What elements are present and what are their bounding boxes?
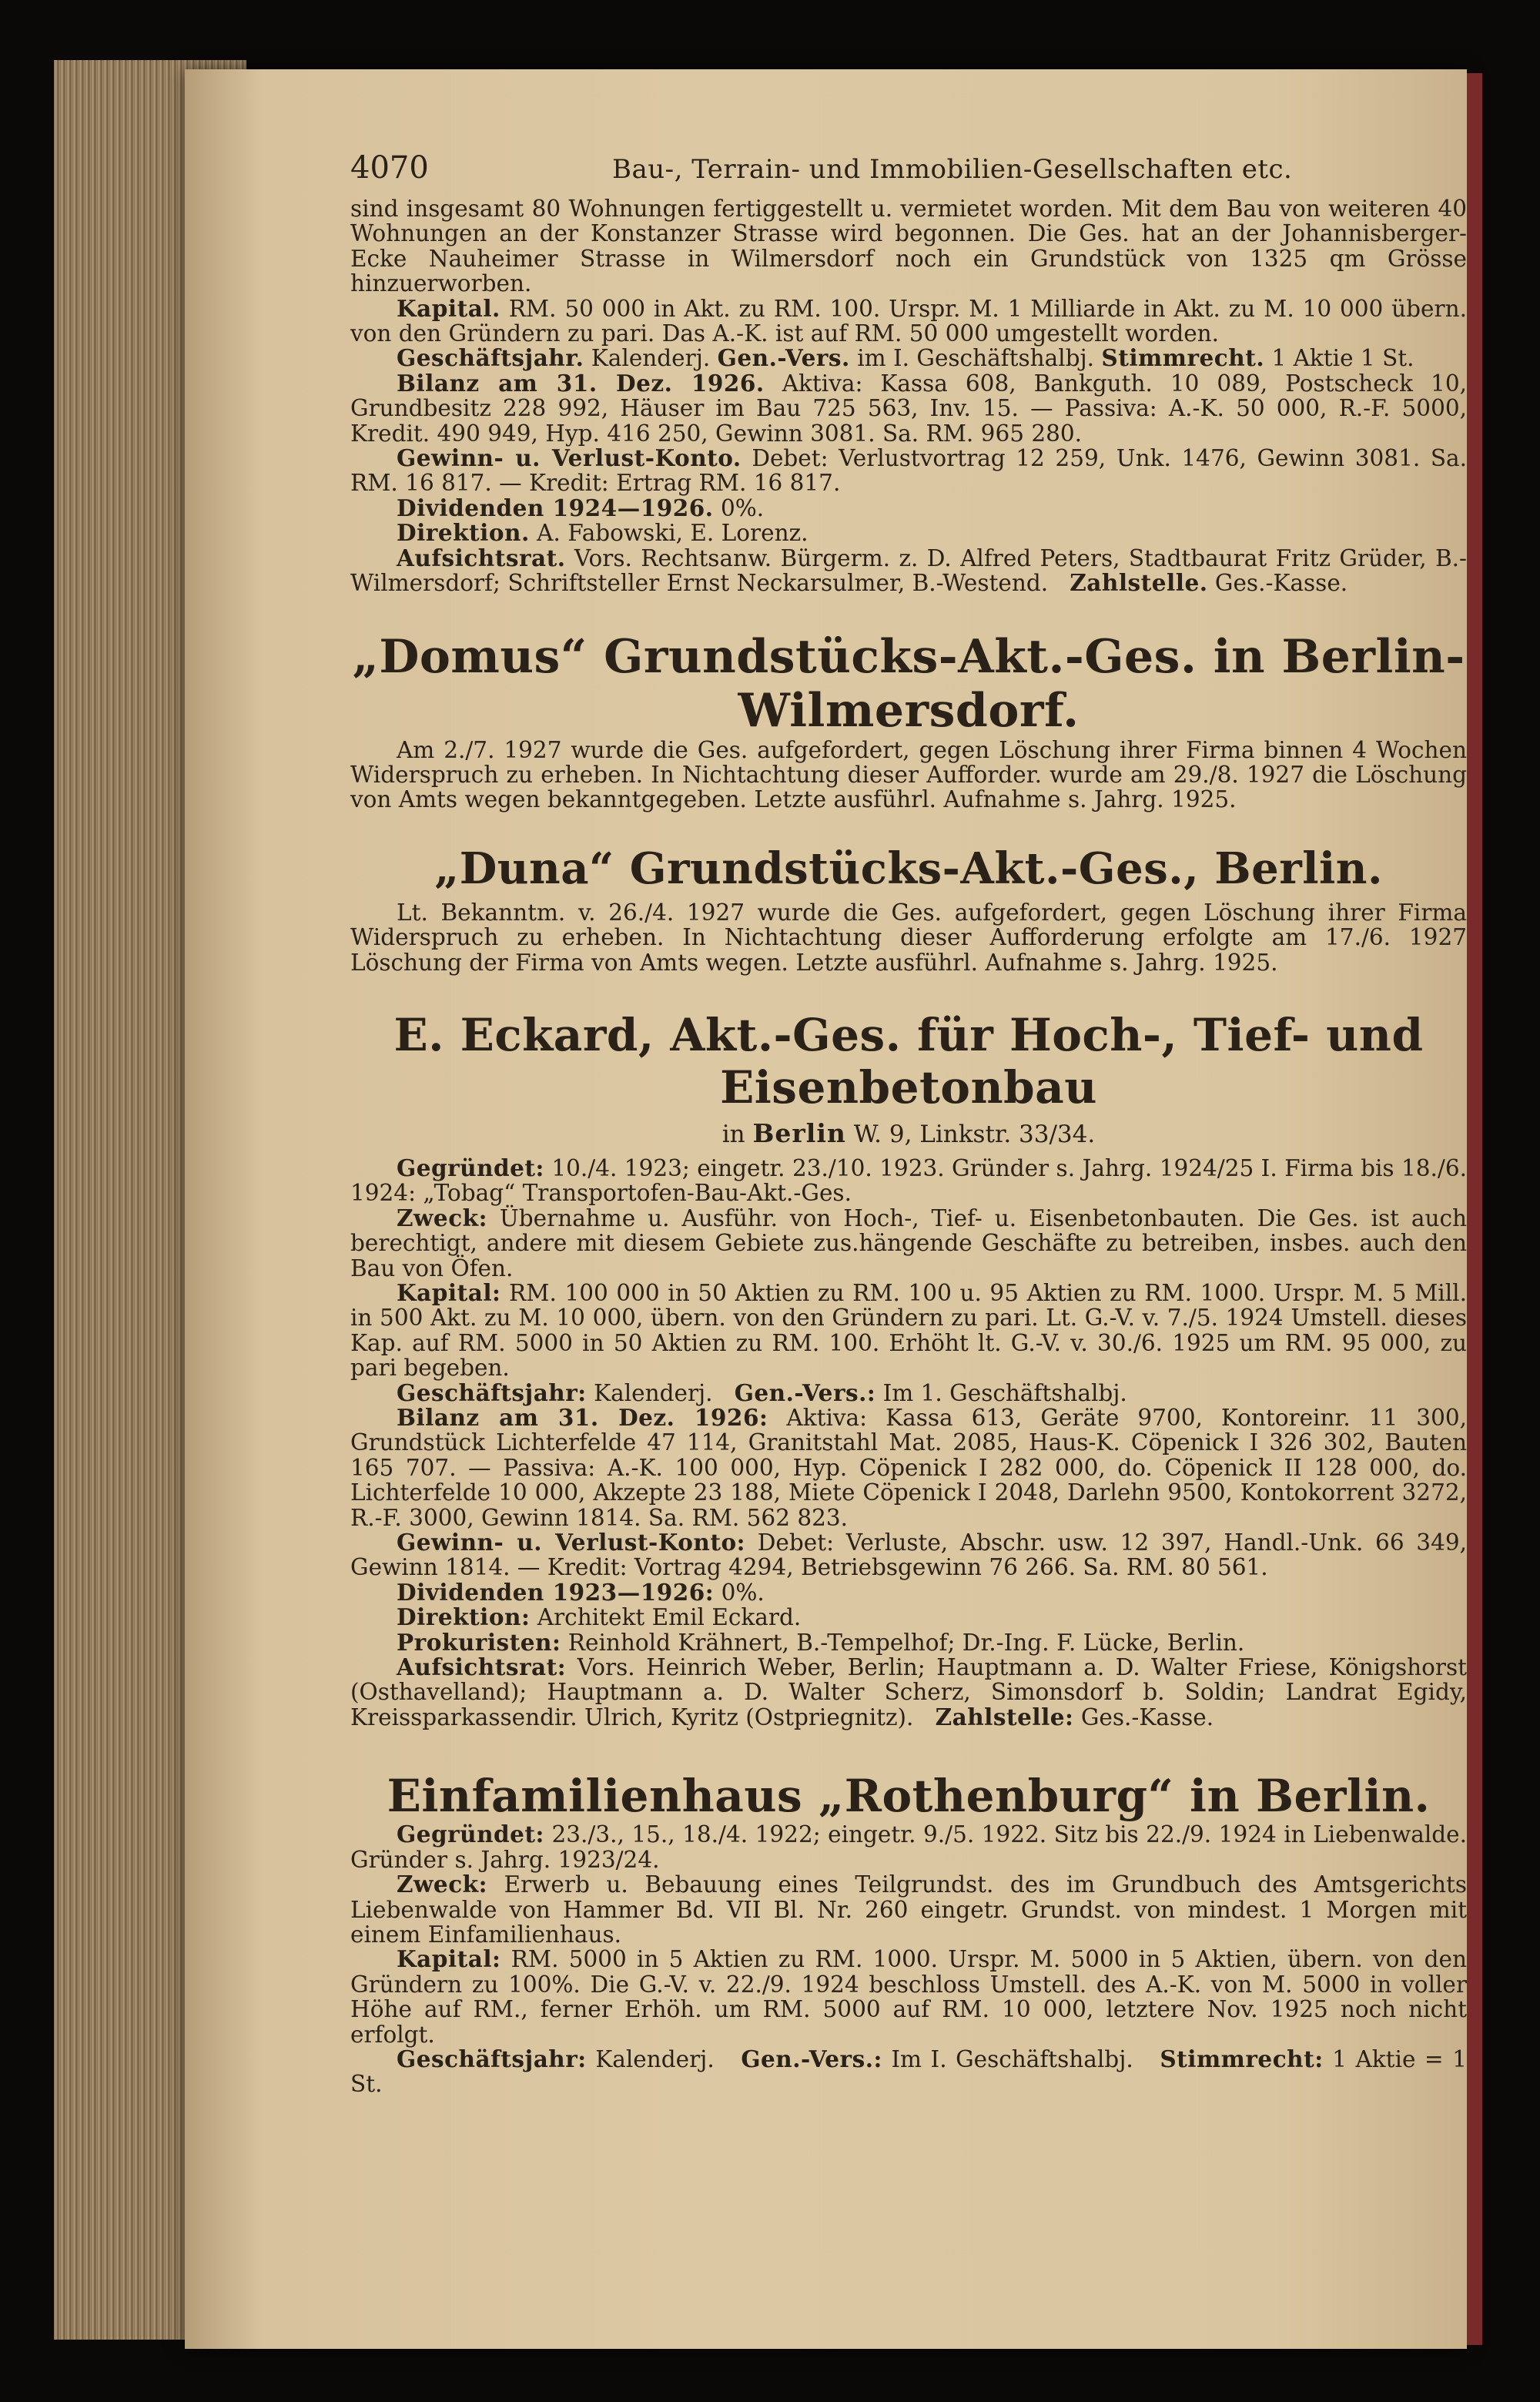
text-span: Ges.-Kasse.: [1214, 570, 1348, 597]
rothenburg-title: Einfamilienhaus „Rothenburg“ in Berlin.: [387, 1770, 1431, 1823]
text-span: Gewinn- u. Verlust-Konto.: [397, 444, 742, 472]
duna-text: Lt. Bekanntm. v. 26./4. 1927 wurde die Ges. aufgefordert, gegen Löschung ihrer Firma Widerspruch zu erheben. In Nichtachtung dieser Aufforderung erfolgte am 17./6. 1927 Löschung der Firma von Amts wegen. Letzte ausführl. Aufnahme s. Jahrg. 1925.: [350, 899, 1467, 976]
text-span: Vors. Rechtsanw. Bürgerm. z. D. Alfred Peters, Stadtbaurat Fritz Grüder, B.-Wilmersdorf; Schriftsteller Ernst Neckarsulmer, B.-Westend.: [350, 544, 1467, 597]
eckard-aufsichtsrat: [350, 1655, 1467, 1730]
text-span: Gegründet:: [397, 1821, 544, 1848]
text-span: Reinhold Krähnert, B.-Tempelhof; Dr.-Ing. F. Lücke, Berlin.: [567, 1629, 1245, 1656]
text-span: Ges.-Kasse.: [1080, 1704, 1214, 1730]
text-span: Gegründet:: [397, 1154, 544, 1181]
text-span: Kapital:: [397, 1278, 501, 1306]
eckard-address: [350, 1118, 1467, 1148]
eckard-geschaeftsjahr: [350, 1381, 1467, 1405]
domus-text: Am 2./7. 1927 wurde die Ges. aufgefordert, gegen Löschung ihrer Firma binnen 4 Wochen Widerspruch zu erheben. In Nichtachtung dieser Aufforder. wurde am 29./8. 1927 die Löschung von Amts wegen bekanntgegeben. Letzte ausführl. Aufnahme s. Jahrg. 1925.: [350, 736, 1467, 813]
text-span: Kapital:: [397, 1945, 501, 1973]
text-span: Debet: Verlustvortrag 12 259, Unk. 1476, Gewinn 3081. Sa. RM. 16 817. — Kredit: Ertrag RM. 16 817.: [350, 445, 1467, 497]
eckard-title: E. Eckard, Akt.-Ges. für Hoch-, Tief- und Eisenbetonbau: [393, 1008, 1424, 1114]
text-span: Gewinn- u. Verlust-Konto:: [397, 1529, 746, 1556]
text-span: Debet: Verluste, Abschr. usw. 12 397, Handl.-Unk. 66 349, Gewinn 1814. — Kredit: Vortrag 4294, Betriebsgewinn 76 266. Sa. RM. 80 561.: [350, 1529, 1467, 1581]
bilanz-paragraph: [350, 371, 1467, 446]
text-span: Architekt Emil Eckard.: [537, 1604, 802, 1631]
rothenburg-zweck: [350, 1872, 1467, 1947]
direktion-paragraph: [350, 521, 1467, 545]
eckard-gegruendet: [350, 1156, 1467, 1206]
text-span: Direktion:: [397, 1603, 531, 1631]
text-span: Übernahme u. Ausführ. von Hoch-, Tief- u. Eisenbetonbauten. Die Ges. ist auch berechtigt, andere mit diesem Gebiete zus.hängende Geschäfte zu betreiben, insbes. auch den Bau von Öfen.: [350, 1204, 1467, 1281]
text-span: Geschäftsjahr:: [397, 2045, 587, 2072]
text-span: Aktiva: Kassa 613, Geräte 9700, Kontoreinr. 11 300, Grundstück Lichterfelde 47 114, Granitstahl Mat. 2085, Haus-K. Cöpenick I 326 302, Bauten 165 707. — Passiva: A.-K. 100 000, Hyp. Cöpenick I 282 000, do. Cöpenick II 128 000, do. Lichterfelde 10 000, Akzepte 23 188, Miete Cöpenick I 2048, Darlehn 9500, Kontokorrent 3272, R.-F. 3000, Gewinn 1814. Sa. RM. 562 823.: [350, 1405, 1467, 1531]
text-span: Kalenderj.: [591, 345, 711, 372]
text-span: Zweck:: [397, 1204, 487, 1231]
text-span: 23./3., 15., 18./4. 1922; eingetr. 9./5. 1922. Sitz bis 22./9. 1924 in Liebenwalde. Gründer s. Jahrg. 1923/24.: [350, 1821, 1467, 1873]
intro-text: sind insgesamt 80 Wohnungen fertiggestellt u. vermietet worden. Mit dem Bau von weiteren 40 Wohnungen an der Konstanzer Strasse wird begonnen. Die Ges. hat an der Johannisberger- Ecke Nauheimer Strasse in Wilmersdorf noch ein Grundstück von 1325 qm Grösse hinzuerworben.: [350, 196, 1467, 297]
eckard-dividenden: [350, 1580, 1467, 1605]
rothenburg-geschaeftsjahr: [350, 2047, 1467, 2097]
text-span: in: [721, 1120, 745, 1148]
text-span: RM. 5000 in 5 Aktien zu RM. 1000. Urspr. M. 5000 in 5 Aktien, übern. von den Gründern zu 100%. Die G.-V. v. 22./9. 1924 beschloss Umstell. des A.-K. von M. 5000 in voller Höhe auf RM., ferner Erhöh. um RM. 5000 auf RM. 10 000, letztere Nov. 1925 noch nicht erfolgt.: [350, 1946, 1467, 2048]
text-span: Vors. Heinrich Weber, Berlin; Hauptmann a. D. Walter Friese, Königshorst (Osthavelland); Hauptmann a. D. Walter Scherz, Simonsdorf b. Soldin; Landrat Egidy, Kreissparkassendir. Ulrich, Kyritz (Ostpriegnitz).: [350, 1654, 1467, 1730]
text-span: 1 Aktie 1 St.: [1271, 345, 1414, 372]
text-span: 10./4. 1923; eingetr. 23./10. 1923. Gründer s. Jahrg. 1924/25 I. Firma bis 18./6. 1924: „Tobag“ Transportofen-Bau-Akt.-Ges.: [350, 1154, 1467, 1207]
text-span: Geschäftsjahr:: [397, 1379, 587, 1406]
book-binding: [1467, 73, 1482, 2345]
text-span: RM. 50 000 in Akt. zu RM. 100. Urspr. M. 1 Milliarde in Akt. zu M. 10 000 übern. von den Gründern zu pari. Das A.-K. ist auf RM. 50 000 umgestellt worden.: [350, 295, 1467, 347]
duna-title: „Duna“ Grundstücks-Akt.-Ges., Berlin.: [434, 843, 1383, 894]
page-header: [350, 150, 1467, 196]
text-span: W. 9, Linkstr. 33/34.: [853, 1120, 1096, 1148]
page-number: 4070: [350, 150, 429, 186]
text-span: Prokuristen:: [397, 1628, 561, 1656]
text-span: Gen.-Vers.:: [734, 1379, 876, 1406]
eckard-bilanz: [350, 1405, 1467, 1530]
eckard-prokuristen: [350, 1630, 1467, 1655]
text-span: Zahlstelle:: [935, 1703, 1074, 1730]
text-span: Im 1. Geschäftshalbj.: [882, 1379, 1127, 1406]
entry-continued: [350, 196, 1467, 596]
text-span: 0%.: [720, 494, 765, 521]
text-span: Dividenden 1924—1926.: [397, 494, 714, 521]
text-span: Gen.-Vers.: [717, 344, 850, 372]
aufsichtsrat-paragraph: [350, 546, 1467, 596]
running-head: Bau-, Terrain- und Immobilien-Gesellschaften etc.: [612, 154, 1293, 185]
text-span: Berlin: [752, 1117, 846, 1148]
text-span: Aktiva: Kassa 608, Bankguth. 10 089, Postscheck 10, Grundbesitz 228 992, Häuser im Bau 725 563, Inv. 15. — Passiva: A.-K. 50 000, R.-F. 5000, Kredit. 490 949, Hyp. 416 250, Gewinn 3081. Sa. RM. 965 280.: [350, 370, 1467, 447]
text-span: Kalenderj.: [594, 1379, 713, 1406]
text-span: Aufsichtsrat.: [397, 544, 566, 571]
eckard-direktion: [350, 1605, 1467, 1630]
eckard-entry: [350, 1156, 1467, 1730]
text-span: Zweck:: [397, 1871, 487, 1898]
text-span: Direktion.: [397, 519, 530, 547]
text-span: im I. Geschäftshalbj.: [857, 345, 1095, 372]
text-span: Kalenderj.: [595, 2045, 715, 2072]
text-span: Stimmrecht:: [1160, 2045, 1324, 2072]
domus-title: „Domus“ Grundstücks-Akt.-Ges. in Berlin-Wilmersdorf.: [352, 629, 1465, 738]
dividenden-paragraph: [350, 496, 1467, 521]
text-span: Bilanz am 31. Dez. 1926:: [397, 1404, 768, 1431]
text-span: Zahlstelle.: [1070, 569, 1208, 597]
eckard-kapital: [350, 1278, 1467, 1382]
rothenburg-kapital: [350, 1947, 1467, 2047]
kapital-paragraph: [350, 296, 1467, 347]
text-span: Gen.-Vers.:: [741, 2045, 882, 2072]
text-span: A. Fabowski, E. Lorenz.: [537, 520, 808, 547]
text-span: Aufsichtsrat:: [397, 1653, 567, 1681]
guv-paragraph: [350, 446, 1467, 496]
page-content: [350, 150, 1467, 2097]
text-span: Erwerb u. Bebauung eines Teilgrundst. des im Grundbuch des Amtsgerichts Liebenwalde von Hammer Bd. VII Bl. Nr. 260 eingetr. Grundst. von mindest. 1 Morgen mit einem Einfamilienhaus.: [350, 1871, 1467, 1948]
text-span: Bilanz am 31. Dez. 1926.: [397, 369, 765, 397]
geschaeftsjahr-paragraph: [350, 346, 1467, 370]
eckard-guv: [350, 1530, 1467, 1580]
text-span: Im I. Geschäftshalbj.: [891, 2045, 1133, 2072]
rothenburg-gegruendet: [350, 1822, 1467, 1872]
text-span: Dividenden 1923—1926:: [397, 1578, 715, 1606]
text-span: 1 Aktie = 1 St.: [350, 2045, 1467, 2098]
text-span: Kapital.: [397, 294, 500, 322]
text-span: 0%.: [721, 1579, 765, 1606]
text-span: Stimmrecht.: [1101, 344, 1265, 372]
rothenburg-entry: [350, 1822, 1467, 2096]
text-span: RM. 100 000 in 50 Aktien zu RM. 100 u. 95 Aktien zu RM. 1000. Urspr. M. 5 Mill. in 500 Akt. zu M. 10 000, übern. von den Gründern zu pari. Lt. G.-V. v. 7./5. 1924 Umstell. dieses Kap. auf RM. 5000 in 50 Aktien zu RM. 100. Erhöht lt. G.-V. v. 30./6. 1925 um RM. 95 000, zu pari begeben.: [350, 1279, 1467, 1382]
text-span: Geschäftsjahr.: [397, 344, 584, 372]
eckard-zweck: [350, 1206, 1467, 1281]
